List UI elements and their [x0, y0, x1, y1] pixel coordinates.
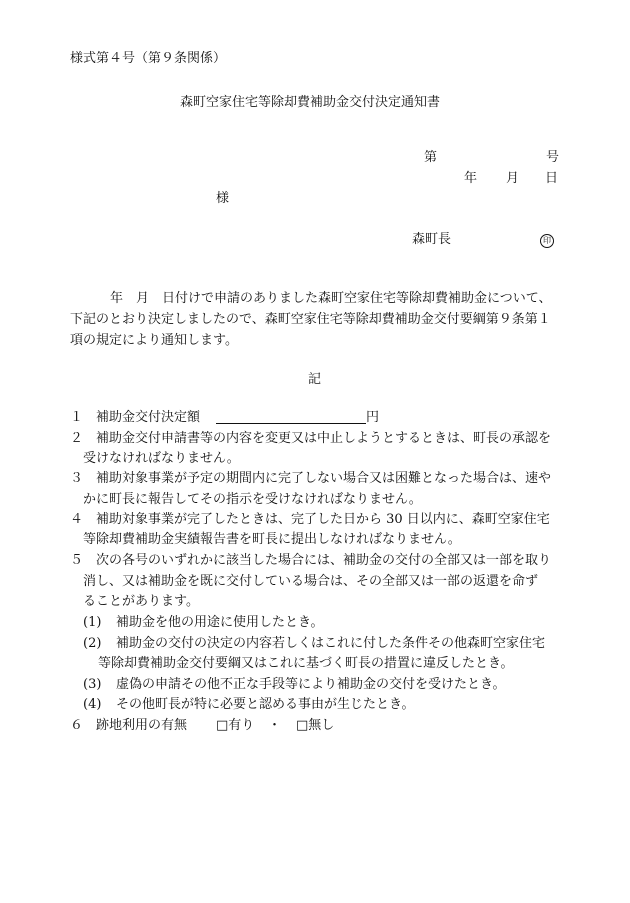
form-label: 様式第４号（第９条関係） [70, 51, 227, 66]
body-line-1: 年 月 日付けで申請のありました森町空家住宅等除却費補助金について、 [110, 291, 552, 306]
item-3-line-1: 補助対象事業が予定の期間内に完了しない場合又は困難となった場合は、速や [96, 471, 552, 486]
date-month: 月 [506, 171, 520, 186]
sub-item-4 [83, 698, 414, 711]
recipient-sama: 様 [216, 191, 230, 206]
item-1 [70, 411, 379, 424]
sub-item-2-line-2: 等除却費補助金交付要綱又はこれに基づく町長の措置に違反したとき。 [98, 656, 514, 671]
sub-item-4-number: (4) [83, 697, 102, 712]
item-1-unit: 円 [366, 410, 380, 425]
sub-item-3-number: (3) [83, 677, 102, 692]
document-title: 森町空家住宅等除却費補助金交付決定通知書 [180, 95, 441, 110]
number-dai: 第 [424, 150, 438, 165]
item-5-number: ５ [70, 553, 84, 568]
sub-item-1-number: (1) [83, 615, 102, 630]
item-1-text: 補助金交付決定額 [96, 410, 201, 425]
issuer-name: 森町長 [412, 232, 452, 247]
sub-item-1-text: 補助金を他の用途に使用したとき。 [116, 615, 324, 630]
item-4-line-1: 補助対象事業が完了したときは、完了した日から 30 日以内に、森町空家住宅 [96, 512, 550, 527]
seal-mark [540, 233, 554, 248]
body-line-2: 下記のとおり決定しましたので、森町空家住宅等除却費補助金交付要綱第９条第１ [70, 312, 551, 327]
item-5 [70, 554, 551, 567]
sub-item-4-text: その他町長が特に必要と認める事由が生じたとき。 [116, 697, 415, 712]
item-1-number: １ [70, 410, 84, 425]
item-4-line-2: 等除却費補助金実績報告書を町長に提出しなければなりません。 [83, 532, 461, 547]
sub-item-1 [83, 616, 323, 629]
item-5-line-1: 次の各号のいずれかに該当した場合には、補助金の交付の全部又は一部を取り [96, 553, 552, 568]
item-6 [70, 719, 187, 732]
item-2-line-1: 補助金交付申請書等の内容を変更又は中止しようとするときは、町長の承認を [96, 431, 552, 446]
option-no[interactable]: □無し [296, 718, 335, 733]
amount-blank-line [216, 411, 366, 424]
item-3-line-2: かに町長に報告してその指示を受けなければなりません。 [83, 492, 422, 507]
item-2-number: ２ [70, 431, 84, 446]
sub-item-3 [83, 678, 505, 691]
item-4-number: ４ [70, 512, 84, 527]
item-6-number: ６ [70, 718, 84, 733]
item-4 [70, 513, 550, 526]
seal-icon: 印 [540, 234, 554, 248]
option-separator: ・ [268, 718, 282, 733]
option-yes[interactable]: □有り [216, 718, 255, 733]
sub-item-3-text: 虚偽の申請その他不正な手段等により補助金の交付を受けたとき。 [116, 677, 506, 692]
item-5-line-2: 消し、又は補助金を既に交付している場合は、その全部又は一部の返還を命ず [83, 574, 539, 589]
sub-item-2-line-1: 補助金の交付の決定の内容若しくはこれに付した条件その他森町空家住宅 [116, 636, 546, 651]
item-6-text: 跡地利用の有無 [96, 718, 188, 733]
sub-item-2 [83, 637, 545, 650]
number-go: 号 [546, 150, 560, 165]
date-year: 年 [464, 171, 478, 186]
body-line-3: 項の規定により通知します。 [70, 333, 238, 348]
item-3 [70, 472, 551, 485]
date-day: 日 [545, 171, 559, 186]
item-5-line-3: ることがあります。 [83, 594, 199, 609]
ki-heading: 記 [308, 372, 322, 387]
sub-item-2-number: (2) [83, 636, 102, 651]
item-2-line-2: 受けなければなりません。 [83, 451, 240, 466]
item-2 [70, 432, 551, 445]
item-3-number: ３ [70, 471, 84, 486]
